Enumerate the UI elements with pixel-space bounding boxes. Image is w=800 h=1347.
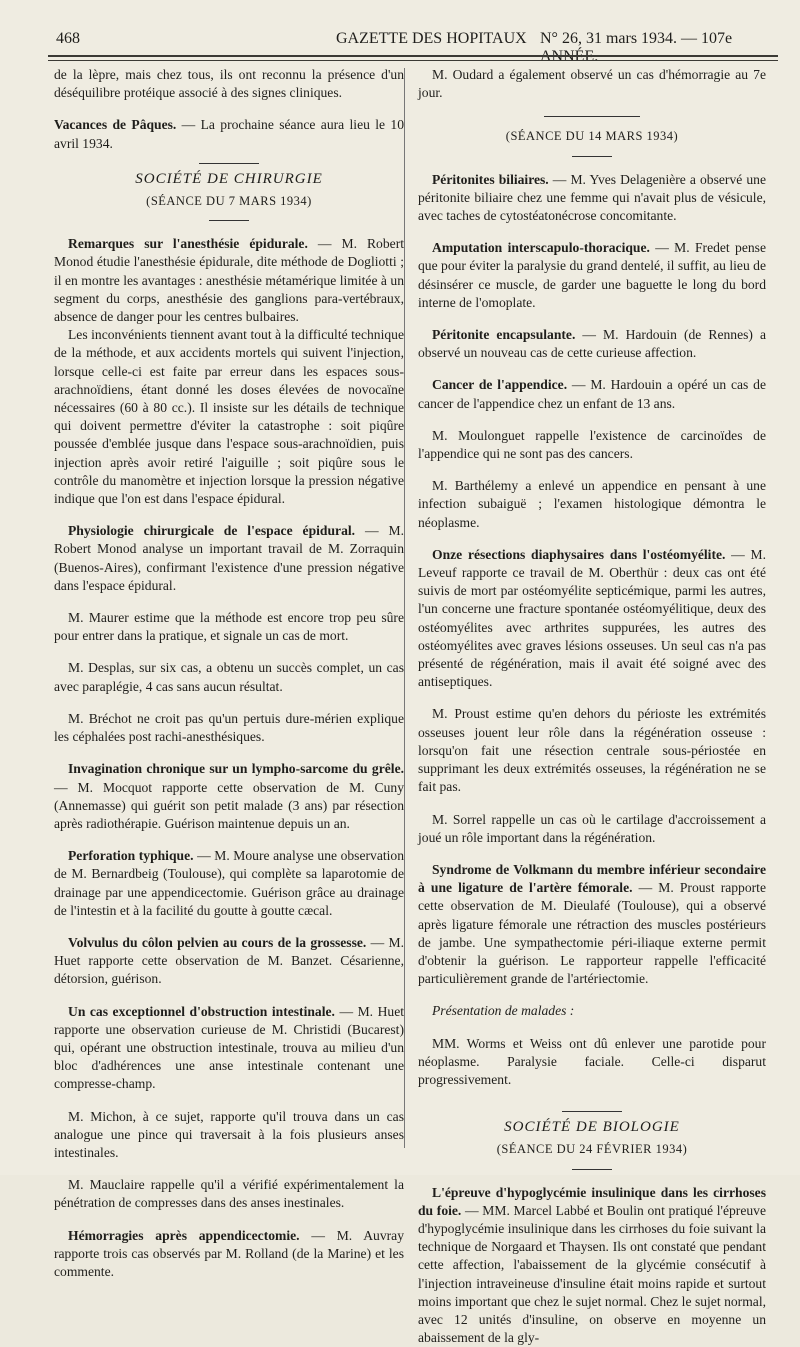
paragraph xyxy=(418,546,766,692)
paragraph-title: Péritonite encapsulante. xyxy=(432,327,576,343)
paragraph xyxy=(54,1227,404,1282)
section-divider xyxy=(572,156,612,157)
paragraph-text: — M. Huet rapporte une observation curieuse de M. Christidi (Bucarest) qui, opérant une obstruction intestinale, trouva au milieu d'un bloc d'adhérences une anse intestinale contenant une compresse-champ. xyxy=(54,1003,405,1092)
column-divider xyxy=(404,68,405,1148)
announcement-text: — La prochaine séance aura lieu le 10 avril 1934. xyxy=(54,117,404,151)
section-divider xyxy=(199,163,259,164)
paragraph xyxy=(54,847,404,920)
page-header xyxy=(56,30,778,65)
subsection-heading: Présentation de malades : xyxy=(432,1003,575,1019)
paragraph-text: — M. Auvray rapporte trois cas observés par M. Rolland (de la Marine) et les commente. xyxy=(54,1227,404,1279)
announcement xyxy=(54,116,404,152)
section-divider xyxy=(572,1169,612,1170)
paragraph: M. Desplas, sur six cas, a obtenu un succès complet, un cas avec paraplégie, 4 cas sans aucun résultat. xyxy=(54,660,404,694)
paragraph: Les inconvénients tiennent avant tout à la difficulté technique de la méthode, et aux accidents mortels qui suivent l'injection, lorsque celle-ci est faite par erreur dans les espaces sous-arachnoïdiens, étant donné les doses élevées de novocaïne nécessaires (60 à 80 cc.). Il insiste sur les détails de technique qui doivent permettre d'éviter la catastrophe : soit piqûre poussée d'emblée jusque dans l'espace sous-arachnoïdien, puis injection après avoir retiré l'aiguille ; soit piqûre sous le contrôle du manomètre et injection lorsque la pression négative indique que l'on est dans l'espace épidural. xyxy=(54,327,404,507)
paragraph-text: — M. Fredet pense que pour éviter la paralysie du grand dentelé, il suffit, au lieu de désinsérer ce muscle, de garder une baguette le long du bord interne de l'omoplate. xyxy=(418,240,766,310)
paragraph xyxy=(54,235,404,326)
paragraph-text: — M. Yves Delagenière a observé une péritonite biliaire chez une femme qui n'avait plus de vésicule, avec taches de cytostéatonécrose concomitante. xyxy=(418,171,766,224)
section-title: SOCIÉTÉ DE CHIRURGIE xyxy=(135,170,323,187)
paragraph-title: Physiologie chirurgicale de l'espace épidural. xyxy=(68,523,356,539)
paragraph-text: — M. Proust rapporte cette observation de M. Dieulafé (Toulouse), qui a observé après ligature fémorale une rétraction des muscles postérieurs de jambe. Une sympathectomie péri-iliaque externe permit d'obtenir la guérison. Le rapporteur rappelle l'efficacité particulièrement grande de l'artériectomie. xyxy=(418,880,766,987)
paragraph-title: Invagination chronique sur un lympho-sarcome du grêle. xyxy=(68,761,404,777)
announcement-title: Vacances de Pâques. xyxy=(54,117,177,133)
paragraph-title: Un cas exceptionnel d'obstruction intestinale. xyxy=(68,1003,335,1019)
section-date: (SÉANCE DU 7 MARS 1934) xyxy=(146,194,312,209)
section-title: SOCIÉTÉ DE BIOLOGIE xyxy=(504,1119,680,1136)
paragraph xyxy=(418,376,766,412)
paragraph-text: — M. Robert Monod étudie l'anesthésie épidurale, dite méthode de Dogliotti ; il en montre les avantages : anesthésie métamérique limitée à un segment du corps, anesthésie des ganglions para-vertébraux, absence de danger pour les centres bulbaires. xyxy=(54,236,404,325)
right-column xyxy=(418,66,766,1347)
paragraph: M. Sorrel rappelle un cas où le cartilage d'accroissement a joué un rôle important dans la régénération. xyxy=(418,811,766,845)
paragraph xyxy=(418,239,766,312)
paragraph: M. Proust estime qu'en dehors du périoste les extrémités osseuses jouent leur rôle dans la régénération osseuse : lorsqu'on fait une résection centrale sous-périostée en supprimant les deux extrémités osseuses, la régénération ne se fait pas. xyxy=(418,706,766,795)
paragraph-title: Cancer de l'appendice. xyxy=(432,377,568,393)
paragraph-title: Remarques sur l'anesthésie épidurale. xyxy=(68,236,308,252)
paragraph-text: — M. Robert Monod analyse un important travail de M. Zorraquin (Buenos-Aires), confirmant l'existence d'une pression négative dans l'espace épidural. xyxy=(54,523,404,593)
paragraph xyxy=(54,760,404,833)
paragraph-title: Péritonites biliaires. xyxy=(432,171,549,187)
paragraph-text: — M. Huet rapporte cette observation de M. Banzet. Césarienne, détorsion, guérison. xyxy=(54,934,404,987)
paragraph xyxy=(418,1184,766,1347)
paragraph-title: Syndrome de Volkmann du membre inférieur secondaire à une ligature de l'artère fémorale. xyxy=(418,861,766,896)
paragraph xyxy=(54,934,404,989)
issue-info: N° 26, 31 mars 1934. — 107e ANNÉE. xyxy=(540,30,733,65)
section-date: (SÉANCE DU 24 FÉVRIER 1934) xyxy=(496,1142,688,1157)
left-column xyxy=(54,66,404,1281)
paragraph: M. Moulonguet rappelle l'existence de carcinoïdes de l'appendice qui ne sont pas des cancers. xyxy=(418,427,766,462)
paragraph-text: — M. Mocquot rapporte cette observation de M. Cuny (Annemasse) qui guérit son petit malade (3 ans) par résection après radiothérapie. Guérison maintenue depuis un an. xyxy=(54,779,404,831)
section-divider xyxy=(209,220,249,221)
paragraph: M. Michon, à ce sujet, rapporte qu'il trouva dans un cas analogue une pince qui traversait à la fois plusieurs anses intestinales. xyxy=(54,1108,404,1160)
paragraph: M. Barthélemy a enlevé un appendice en pensant à une infection subaiguë ; l'examen histologique démontra le néoplasme. xyxy=(418,478,766,530)
paragraph: de la lèpre, mais chez tous, ils ont reconnu la présence d'un déséquilibre protéique associé à des signes cliniques. xyxy=(54,67,404,101)
paragraph-title: Volvulus du côlon pelvien au cours de la grossesse. xyxy=(68,934,367,950)
paragraph-text: — M. Hardouin a opéré un cas de cancer de l'appendice chez un enfant de 13 ans. xyxy=(418,377,766,411)
section-date: (SÉANCE DU 14 MARS 1934) xyxy=(505,129,679,144)
paragraph xyxy=(418,326,766,362)
paragraph-title: Onze résections diaphysaires dans l'ostéomyélite. xyxy=(432,546,726,562)
paragraph-text: — M. Moure analyse une observation de M. Bernardbeig (Toulouse), qui complète sa laparotomie de drainage par une appendicectomie. Guérison grâce au drainage de l'intestin et à la facilité du goutte à goutte cæcal. xyxy=(54,848,405,918)
paragraph xyxy=(54,1003,404,1094)
paragraph-title: L'épreuve d'hypoglycémie insulinique dans les cirrhoses du foie. xyxy=(418,1184,766,1218)
section-divider xyxy=(544,116,640,117)
paragraph: MM. Worms et Weiss ont dû enlever une parotide pour néoplasme. Paralysie faciale. Celle-ci disparut progressivement. xyxy=(418,1035,766,1087)
paragraph: M. Bréchot ne croit pas qu'un pertuis dure-mérien explique les céphalées post rachi-anesthésiques. xyxy=(54,710,404,745)
paragraph: M. Maurer estime que la méthode est encore trop peu sûre pour entrer dans la pratique, et signale un cas de mort. xyxy=(54,610,404,644)
header-rule-thin xyxy=(48,60,778,61)
paragraph-title: Amputation interscapulo-thoracique. xyxy=(432,240,650,256)
paragraph-title: Perforation typhique. xyxy=(68,848,194,864)
journal-title: GAZETTE DES HOPITAUX xyxy=(336,30,527,47)
paragraph-text: — M. Leveuf rapporte ce travail de M. Oberthür : deux cas ont été suivis de mort par ostéomyélite septicémique, parmi les autres, l'un concerne une fracture spontanée ostéomyélitique, deux des ostéomyélites avec arthrites suppurées, les autres des ostéomyélites avec graves lésions osseuses. Un seul cas n'a pas présenté de régénération, mais il avait été soigné avec des antiseptiques. xyxy=(418,546,766,690)
paragraph-title: Hémorragies après appendicectomie. xyxy=(68,1227,300,1243)
paragraph xyxy=(54,522,404,595)
paragraph: M. Mauclaire rappelle qu'il a vérifié expérimentalement la pénétration de compresses dans des anses inestinales. xyxy=(54,1177,404,1211)
header-rule xyxy=(48,55,778,57)
paragraph: M. Oudard a également observé un cas d'hémorragie au 7e jour. xyxy=(418,67,766,101)
page-number: 468 xyxy=(56,30,80,47)
paragraph-text: — MM. Marcel Labbé et Boulin ont pratiqué l'épreuve d'hypoglycémie insulinique dans les cirrhoses du foie suivant la technique de Norgaard et Thaysen. Ils ont constaté que pendant cette affection, l'abaissement de la glycémie consécutif à l'injection intraveineuse d'insuline était moins rapide et surtout moins important que chez le sujet normal. Chez le sujet normal, avec 12 unités d'insuline, on observe en moyenne un abaissement de la gly- xyxy=(418,1202,766,1346)
paragraph xyxy=(418,171,766,226)
paragraph-text: — M. Hardouin (de Rennes) a observé un nouveau cas de cette curieuse affection. xyxy=(418,327,767,361)
paragraph xyxy=(418,861,766,988)
section-divider xyxy=(562,1111,622,1112)
